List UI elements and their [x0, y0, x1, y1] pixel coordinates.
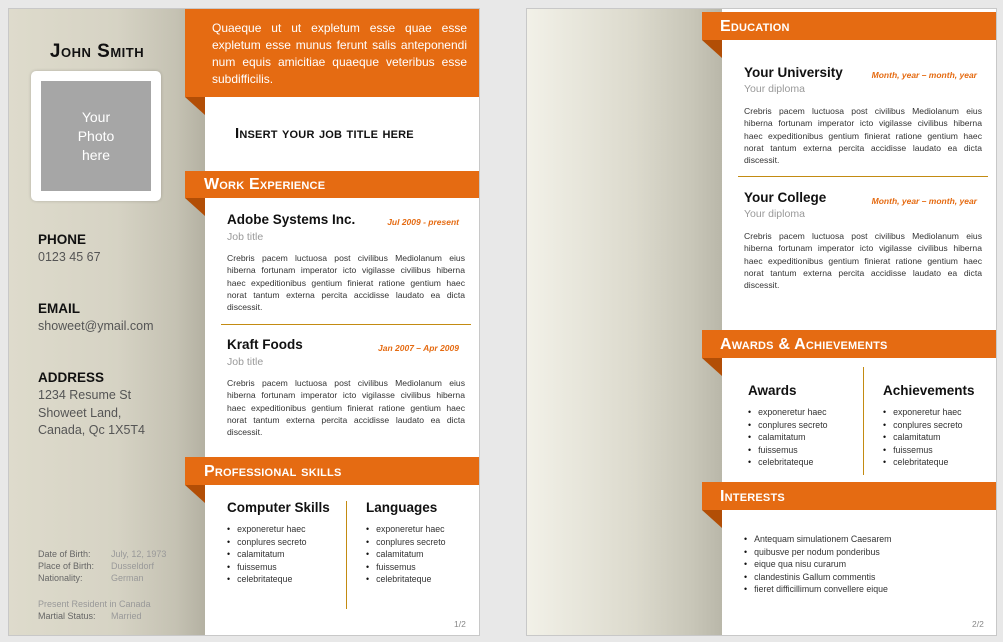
band-fold: [185, 485, 205, 503]
band-fold: [185, 97, 205, 115]
education-dates: Month, year – month, year: [871, 70, 977, 80]
list-item: • Antequam simulationem Caesarem: [744, 533, 892, 546]
list-item: • conplures secreto: [748, 419, 828, 432]
residence: Present Resident in Canada: [38, 599, 151, 609]
intro-band: [185, 9, 479, 97]
list-item: • celebritateque: [227, 573, 307, 586]
phone-value: 0123 45 67: [38, 250, 101, 264]
photo-placeholder[interactable]: Your Photo here: [41, 81, 151, 191]
education-description: Crebris pacem luctuosa post civilibus Mediolanum eius hiberna fortunam imperator icto vigilasse civilibus hiberna haec expeditionibus gentium finierat ratione gentium haec norat tantum externa percita accidisse laudato ea dicta discessit.: [744, 106, 982, 166]
awards-list: [748, 406, 828, 469]
marital-status: Martial Status: Married: [38, 611, 142, 621]
list-item: • fieret difficillimum convellere eique: [744, 583, 892, 596]
job-dates: Jan 2007 – Apr 2009: [378, 343, 459, 353]
candidate-name: John Smith: [49, 41, 145, 62]
intro-text: Quaeque ut ut expletum esse quae esse expletum esse munus ferunt salis anteponendi num equis amicitiae quaeque veteribus esse subdifficilis.: [212, 21, 467, 86]
entry-divider: [738, 176, 988, 177]
band-fold: [185, 198, 205, 216]
list-item: • calamitatum: [227, 548, 307, 561]
list-item: • quibusve per nodum ponderibus: [744, 546, 892, 559]
awards-title: Awards & Achievements: [720, 336, 888, 353]
list-item: • calamitatum: [366, 548, 446, 561]
date-of-birth: Date of Birth: July, 12, 1973: [38, 549, 167, 559]
list-item: • fuissemus: [366, 561, 446, 574]
list-item: • calamitatum: [883, 431, 963, 444]
job-description: Crebris pacem luctuosa post civilibus Mediolanum eius hiberna fortunam imperator icto vigilasse civilibus hiberna haec expeditionibus gentium finierat ratione gentium haec norat tantum externa percita accidisse laudato ea dicta discessit.: [227, 378, 465, 438]
photo-frame: [31, 71, 161, 201]
diploma: Your diploma: [744, 83, 805, 95]
list-item: • exponeretur haec: [227, 523, 307, 536]
skills-title: Professional skills: [204, 463, 342, 480]
list-item: • celebritateque: [883, 456, 963, 469]
school-name: Your University: [744, 65, 843, 80]
achievements-list: [883, 406, 963, 469]
company-name: Kraft Foods: [227, 337, 303, 352]
achievements-column-title: Achievements: [883, 383, 975, 398]
work-experience-title: Work Experience: [204, 176, 326, 193]
list-item: • conplures secreto: [366, 536, 446, 549]
page-number: 2/2: [972, 619, 984, 629]
list-item: • exponeretur haec: [883, 406, 963, 419]
job-title[interactable]: Insert your job title here: [235, 125, 414, 142]
band-fold: [702, 510, 722, 528]
list-item: • exponeretur haec: [748, 406, 828, 419]
nationality: Nationality: German: [38, 573, 144, 583]
address-value: 1234 Resume St Showeet Land, Canada, Qc 1X5T4: [38, 388, 146, 437]
list-item: • fuissemus: [227, 561, 307, 574]
education-title: Education: [720, 18, 790, 35]
interests-list: [744, 533, 892, 596]
column-divider: [346, 501, 347, 609]
job-role: Job title: [227, 356, 264, 368]
awards-column-title: Awards: [748, 383, 797, 398]
languages-title: Languages: [366, 500, 438, 515]
list-item: • eique qua nisu curarum: [744, 558, 892, 571]
place-of-birth: Place of Birth: Dusseldorf: [38, 561, 155, 571]
list-item: • fuissemus: [748, 444, 828, 457]
interests-title: Interests: [720, 488, 785, 505]
list-item: • clandestinis Gallum commentis: [744, 571, 892, 584]
list-item: • celebritateque: [366, 573, 446, 586]
job-role: Job title: [227, 231, 264, 243]
email-label: EMAIL: [38, 301, 80, 316]
education-description: Crebris pacem luctuosa post civilibus Mediolanum eius hiberna fortunam imperator icto vigilasse civilibus hiberna haec expeditionibus gentium finierat ratione gentium haec norat tantum externa percita accidisse laudato ea dicta discessit.: [744, 231, 982, 291]
school-name: Your College: [744, 190, 827, 205]
computer-skills-title: Computer Skills: [227, 500, 330, 515]
job-description: Crebris pacem luctuosa post civilibus Mediolanum eius hiberna fortunam imperator icto vigilasse civilibus hiberna haec expeditionibus gentium finierat ratione gentium haec norat tantum externa percita accidisse laudato ea dicta discessit.: [227, 253, 465, 313]
list-item: • conplures secreto: [883, 419, 963, 432]
job-dates: Jul 2009 - present: [387, 217, 459, 227]
list-item: • calamitatum: [748, 431, 828, 444]
phone-label: PHONE: [38, 232, 87, 247]
resume-page-1: [8, 8, 480, 636]
list-item: • celebritateque: [748, 456, 828, 469]
band-fold: [702, 40, 722, 58]
list-item: • fuissemus: [883, 444, 963, 457]
address-label: ADDRESS: [38, 370, 105, 385]
page-number: 1/2: [454, 619, 466, 629]
sidebar-background: [527, 9, 722, 635]
column-divider: [863, 367, 864, 475]
education-dates: Month, year – month, year: [871, 196, 977, 206]
email-value: showeet@ymail.com: [38, 319, 154, 333]
resume-page-2: [526, 8, 997, 636]
computer-skills-list: [227, 523, 307, 586]
list-item: • exponeretur haec: [366, 523, 446, 536]
diploma: Your diploma: [744, 208, 805, 220]
entry-divider: [221, 324, 471, 325]
band-fold: [702, 358, 722, 376]
languages-list: [366, 523, 446, 586]
list-item: • conplures secreto: [227, 536, 307, 549]
company-name: Adobe Systems Inc.: [227, 212, 356, 227]
